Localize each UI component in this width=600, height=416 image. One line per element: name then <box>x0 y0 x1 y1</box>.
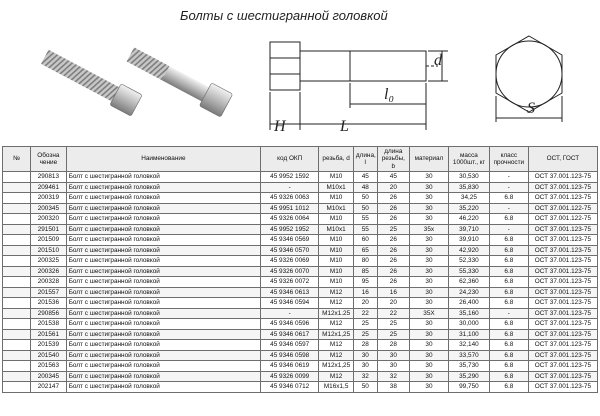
table-cell: 35х <box>410 224 449 235</box>
table-cell: ОСТ 37.001.122-75 <box>528 214 597 225</box>
table-cell: 45 9952 1592 <box>261 172 319 183</box>
table-cell: 99,750 <box>448 382 489 393</box>
table-cell <box>3 224 31 235</box>
table-cell: 30 <box>410 235 449 246</box>
table-cell: 6.8 <box>489 214 528 225</box>
table-cell: ОСТ 37.001.123-75 <box>528 350 597 361</box>
table-cell: 39,710 <box>448 224 489 235</box>
table-row <box>3 319 598 330</box>
table-cell: 52,330 <box>448 256 489 267</box>
table-cell <box>3 371 31 382</box>
table-row <box>3 298 598 309</box>
table-cell: ОСТ 37.001.123-75 <box>528 172 597 183</box>
table-cell: 26 <box>377 256 409 267</box>
table-cell <box>3 350 31 361</box>
table-cell: М10 <box>319 193 354 204</box>
table-cell: 30 <box>410 172 449 183</box>
table-cell: ОСТ 37.001.123-75 <box>528 287 597 298</box>
table-cell: 209461 <box>31 182 67 193</box>
table-cell: ОСТ 37.001.123-75 <box>528 245 597 256</box>
table-cell: 45 9326 0064 <box>261 214 319 225</box>
table-cell: 16 <box>353 287 377 298</box>
table-cell: 201539 <box>31 340 67 351</box>
table-cell: 6.8 <box>489 266 528 277</box>
bolts-photo <box>28 32 248 132</box>
table-cell: 30 <box>410 350 449 361</box>
table-cell: 30 <box>410 287 449 298</box>
table-cell: 6.8 <box>489 371 528 382</box>
table-cell: 16 <box>377 287 409 298</box>
table-cell: 26 <box>377 214 409 225</box>
column-header: резьба, d <box>319 147 354 172</box>
table-cell: 30 <box>410 256 449 267</box>
table-cell: 26 <box>377 235 409 246</box>
table-cell <box>3 361 31 372</box>
table-cell: 6.8 <box>489 319 528 330</box>
table-cell: 45 9346 0594 <box>261 298 319 309</box>
column-header: код ОКП <box>261 147 319 172</box>
table-cell: 50 <box>353 193 377 204</box>
table-cell: - <box>489 172 528 183</box>
table-cell: ОСТ 37.001.123-75 <box>528 371 597 382</box>
table-cell: 6.8 <box>489 277 528 288</box>
table-cell: 55 <box>353 224 377 235</box>
thread-length-label: l₀ <box>384 86 395 103</box>
table-cell: Болт с шестигранной головкой <box>66 298 260 309</box>
table-cell: Болт с шестигранной головкой <box>66 350 260 361</box>
table-cell: 30 <box>410 361 449 372</box>
table-cell: 201538 <box>31 319 67 330</box>
table-cell: ОСТ 37.001.123-75 <box>528 319 597 330</box>
table-cell: 202147 <box>31 382 67 393</box>
table-cell: ОСТ 37.001.123-75 <box>528 298 597 309</box>
table-cell: 30 <box>410 298 449 309</box>
table-row <box>3 340 598 351</box>
table-cell: 6.8 <box>489 329 528 340</box>
table-cell: 30,000 <box>448 319 489 330</box>
table-cell: Болт с шестигранной головкой <box>66 340 260 351</box>
table-cell: 20 <box>353 298 377 309</box>
table-cell: - <box>489 308 528 319</box>
table-cell <box>3 214 31 225</box>
table-cell: 6.8 <box>489 256 528 267</box>
table-cell: 6.8 <box>489 298 528 309</box>
table-cell: 201563 <box>31 361 67 372</box>
table-row <box>3 172 598 183</box>
table-cell: 201540 <box>31 350 67 361</box>
table-cell: 33,570 <box>448 350 489 361</box>
table-cell: 39,910 <box>448 235 489 246</box>
table-cell <box>3 382 31 393</box>
table-cell: 35Х <box>410 308 449 319</box>
table-cell: 30 <box>410 266 449 277</box>
table-cell: 25 <box>353 319 377 330</box>
table-cell: 6.8 <box>489 193 528 204</box>
table-cell: 25 <box>353 329 377 340</box>
table-cell: - <box>261 308 319 319</box>
table-cell: 6.8 <box>489 245 528 256</box>
table-cell: Болт с шестигранной головкой <box>66 182 260 193</box>
page-title: Болты с шестигранной головкой <box>180 8 388 23</box>
table-cell: 30,530 <box>448 172 489 183</box>
bolt-spec-table <box>2 146 598 393</box>
table-cell: 30 <box>410 193 449 204</box>
table-row <box>3 224 598 235</box>
column-header: длина, l <box>353 147 377 172</box>
table-cell: Болт с шестигранной головкой <box>66 382 260 393</box>
table-cell: 85 <box>353 266 377 277</box>
table-row <box>3 182 598 193</box>
table-cell: 6.8 <box>489 287 528 298</box>
table-cell: 26 <box>377 266 409 277</box>
table-cell: 60 <box>353 235 377 246</box>
table-cell: 45 9326 0072 <box>261 277 319 288</box>
table-cell: 30 <box>410 382 449 393</box>
table-cell: Болт с шестигранной головкой <box>66 256 260 267</box>
table-cell: 290813 <box>31 172 67 183</box>
table-cell: 290856 <box>31 308 67 319</box>
table-cell: Болт с шестигранной головкой <box>66 172 260 183</box>
table-cell: 45 9326 0063 <box>261 193 319 204</box>
table-row <box>3 235 598 246</box>
table-cell: 30 <box>410 371 449 382</box>
table-row <box>3 256 598 267</box>
table-row <box>3 371 598 382</box>
table-cell: М16х1,5 <box>319 382 354 393</box>
table-cell: ОСТ 37.001.123-75 <box>528 182 597 193</box>
table-row <box>3 361 598 372</box>
table-cell: 6.8 <box>489 361 528 372</box>
table-cell: М10х1 <box>319 224 354 235</box>
table-cell: 26 <box>377 203 409 214</box>
table-cell: 25 <box>377 329 409 340</box>
table-cell: 6.8 <box>489 340 528 351</box>
table-cell <box>3 277 31 288</box>
table-cell: ОСТ 37.001.123-75 <box>528 382 597 393</box>
table-cell: Болт с шестигранной головкой <box>66 371 260 382</box>
table-row <box>3 266 598 277</box>
table-cell: М10 <box>319 245 354 256</box>
head-height-label: H <box>274 118 286 135</box>
table-row <box>3 203 598 214</box>
table-cell: 200319 <box>31 193 67 204</box>
table-cell: ОСТ 37.001.123-75 <box>528 266 597 277</box>
table-cell <box>3 172 31 183</box>
table-cell: 200320 <box>31 214 67 225</box>
column-header: Обозна чение <box>31 147 67 172</box>
table-cell <box>3 287 31 298</box>
table-cell: 45 9951 1012 <box>261 203 319 214</box>
table-row <box>3 193 598 204</box>
table-cell: ОСТ 37.001.123-75 <box>528 277 597 288</box>
table-cell: Болт с шестигранной головкой <box>66 319 260 330</box>
table-cell: 45 9346 0598 <box>261 350 319 361</box>
table-cell: Болт с шестигранной головкой <box>66 287 260 298</box>
column-header: длина резьбы, b <box>377 147 409 172</box>
table-cell: 45 9346 0597 <box>261 340 319 351</box>
table-cell: М12 <box>319 340 354 351</box>
table-cell: Болт с шестигранной головкой <box>66 224 260 235</box>
table-cell <box>3 182 31 193</box>
column-header: масса 1000шт., кг <box>448 147 489 172</box>
table-cell: Болт с шестигранной головкой <box>66 308 260 319</box>
table-cell: 95 <box>353 277 377 288</box>
table-cell: 25 <box>377 319 409 330</box>
table-cell: 20 <box>377 298 409 309</box>
table-cell: 28 <box>353 340 377 351</box>
table-cell: ОСТ 37.001.123-75 <box>528 361 597 372</box>
table-cell: ОСТ 37.001.123-75 <box>528 329 597 340</box>
table-cell: 26 <box>377 245 409 256</box>
table-cell: 26 <box>377 193 409 204</box>
table-cell: М12 <box>319 319 354 330</box>
table-cell: 46,220 <box>448 214 489 225</box>
table-cell: М12 <box>319 287 354 298</box>
table-cell <box>3 235 31 246</box>
table-cell <box>3 193 31 204</box>
table-cell <box>3 203 31 214</box>
column-header: класс прочности <box>489 147 528 172</box>
table-cell: 201557 <box>31 287 67 298</box>
table-cell: М10 <box>319 277 354 288</box>
table-cell: 30 <box>410 277 449 288</box>
table-cell: 35,160 <box>448 308 489 319</box>
table-cell: 45 9346 0596 <box>261 319 319 330</box>
table-row <box>3 382 598 393</box>
table-cell: 32 <box>377 371 409 382</box>
table-cell: 30 <box>410 329 449 340</box>
table-cell: 30 <box>410 245 449 256</box>
diameter-label: d <box>434 52 442 69</box>
table-cell: 45 9346 0619 <box>261 361 319 372</box>
table-cell: - <box>489 182 528 193</box>
table-cell: 201510 <box>31 245 67 256</box>
table-cell: 30 <box>410 214 449 225</box>
table-cell: М10 <box>319 266 354 277</box>
table-cell: М10 <box>319 172 354 183</box>
table-cell: Болт с шестигранной головкой <box>66 245 260 256</box>
table-cell: М12х1,25 <box>319 361 354 372</box>
table-cell: 30 <box>410 182 449 193</box>
table-cell: 30 <box>377 350 409 361</box>
table-cell: 35,220 <box>448 203 489 214</box>
table-cell: 45 <box>377 172 409 183</box>
table-cell: - <box>489 203 528 214</box>
table-cell: М10 <box>319 214 354 225</box>
table-cell: М12х1.25 <box>319 308 354 319</box>
table-cell: ОСТ 37.001.123-75 <box>528 224 597 235</box>
table-cell: 200345 <box>31 203 67 214</box>
table-cell: 22 <box>353 308 377 319</box>
table-cell: М10х1 <box>319 182 354 193</box>
table-row <box>3 214 598 225</box>
table-cell: 45 9346 0569 <box>261 235 319 246</box>
table-header-row <box>3 147 598 172</box>
table-cell: 45 9346 0613 <box>261 287 319 298</box>
table-cell: ОСТ 37.001.123-75 <box>528 235 597 246</box>
table-cell: ОСТ 37.001.123-75 <box>528 340 597 351</box>
table-cell: Болт с шестигранной головкой <box>66 329 260 340</box>
table-cell: Болт с шестигранной головкой <box>66 277 260 288</box>
table-cell: ОСТ 37.001.123-75 <box>528 308 597 319</box>
table-cell: М12 <box>319 298 354 309</box>
table-cell: 291501 <box>31 224 67 235</box>
table-cell: 26 <box>377 277 409 288</box>
table-cell: 48 <box>353 182 377 193</box>
table-cell: 30 <box>353 361 377 372</box>
table-cell: 22 <box>377 308 409 319</box>
table-cell: 35,290 <box>448 371 489 382</box>
table-cell: Болт с шестигранной головкой <box>66 235 260 246</box>
table-cell: 38 <box>377 382 409 393</box>
table-cell: 200328 <box>31 277 67 288</box>
table-cell: 80 <box>353 256 377 267</box>
table-cell: ОСТ 37.001.123-75 <box>528 256 597 267</box>
table-cell: 55,330 <box>448 266 489 277</box>
table-cell: 30 <box>353 350 377 361</box>
table-cell: 200345 <box>31 371 67 382</box>
table-cell: М10 <box>319 256 354 267</box>
table-cell: 34,25 <box>448 193 489 204</box>
table-cell: 24,230 <box>448 287 489 298</box>
table-cell: 6.8 <box>489 382 528 393</box>
table-cell: ОСТ 37.001.122-75 <box>528 203 597 214</box>
table-cell: М10х1 <box>319 203 354 214</box>
table-cell: М12 <box>319 371 354 382</box>
table-cell: 201536 <box>31 298 67 309</box>
table-cell: М12 <box>319 350 354 361</box>
table-cell <box>3 266 31 277</box>
table-cell: Болт с шестигранной головкой <box>66 266 260 277</box>
table-cell: 50 <box>353 203 377 214</box>
table-cell: 45 9326 0099 <box>261 371 319 382</box>
table-cell: 6.8 <box>489 235 528 246</box>
table-cell <box>3 340 31 351</box>
column-header: ОСТ, ГОСТ <box>528 147 597 172</box>
bolt-side-view-drawing <box>258 30 458 142</box>
table-row <box>3 245 598 256</box>
column-header: материал <box>410 147 449 172</box>
table-cell: 20 <box>377 182 409 193</box>
table-cell <box>3 256 31 267</box>
table-cell: 45 9346 0570 <box>261 245 319 256</box>
table-cell: 50 <box>353 382 377 393</box>
table-cell <box>3 245 31 256</box>
table-cell: 45 9952 1952 <box>261 224 319 235</box>
table-cell: ОСТ 37.001.123-75 <box>528 193 597 204</box>
table-cell: 30 <box>410 319 449 330</box>
table-cell: М12х1,25 <box>319 329 354 340</box>
table-cell <box>3 319 31 330</box>
table-cell: 30 <box>377 361 409 372</box>
table-cell: 26,400 <box>448 298 489 309</box>
table-cell: Болт с шестигранной головкой <box>66 361 260 372</box>
table-cell: 30 <box>410 340 449 351</box>
table-cell: Болт с шестигранной головкой <box>66 214 260 225</box>
table-cell: 65 <box>353 245 377 256</box>
table-cell: 201561 <box>31 329 67 340</box>
table-row <box>3 287 598 298</box>
table-cell: 28 <box>377 340 409 351</box>
table-cell: 200326 <box>31 266 67 277</box>
table-cell <box>3 298 31 309</box>
table-cell: 45 9326 0070 <box>261 266 319 277</box>
table-cell: 42,920 <box>448 245 489 256</box>
table-row <box>3 350 598 361</box>
table-cell: 45 9346 0617 <box>261 329 319 340</box>
table-cell: 45 9326 0069 <box>261 256 319 267</box>
table-cell: 35,730 <box>448 361 489 372</box>
table-cell: 32 <box>353 371 377 382</box>
table-cell: М10 <box>319 235 354 246</box>
column-header: № <box>3 147 31 172</box>
table-cell: Болт с шестигранной головкой <box>66 203 260 214</box>
table-row <box>3 329 598 340</box>
table-cell: 200325 <box>31 256 67 267</box>
table-cell: 35,830 <box>448 182 489 193</box>
table-row <box>3 308 598 319</box>
table-cell: 25 <box>377 224 409 235</box>
table-cell: 6.8 <box>489 350 528 361</box>
table-row <box>3 277 598 288</box>
table-cell: 45 9346 0712 <box>261 382 319 393</box>
column-header: Наименование <box>66 147 260 172</box>
table-cell: 201509 <box>31 235 67 246</box>
table-cell: - <box>261 182 319 193</box>
table-cell <box>3 329 31 340</box>
table-cell: 55 <box>353 214 377 225</box>
table-cell: 32,140 <box>448 340 489 351</box>
table-cell: 30 <box>410 203 449 214</box>
length-label: L <box>340 118 349 135</box>
table-cell: - <box>489 224 528 235</box>
table-cell: Болт с шестигранной головкой <box>66 193 260 204</box>
table-cell: 31,100 <box>448 329 489 340</box>
table-cell: 62,360 <box>448 277 489 288</box>
table-cell: 45 <box>353 172 377 183</box>
wrench-size-label: S <box>527 100 535 117</box>
table-cell <box>3 308 31 319</box>
